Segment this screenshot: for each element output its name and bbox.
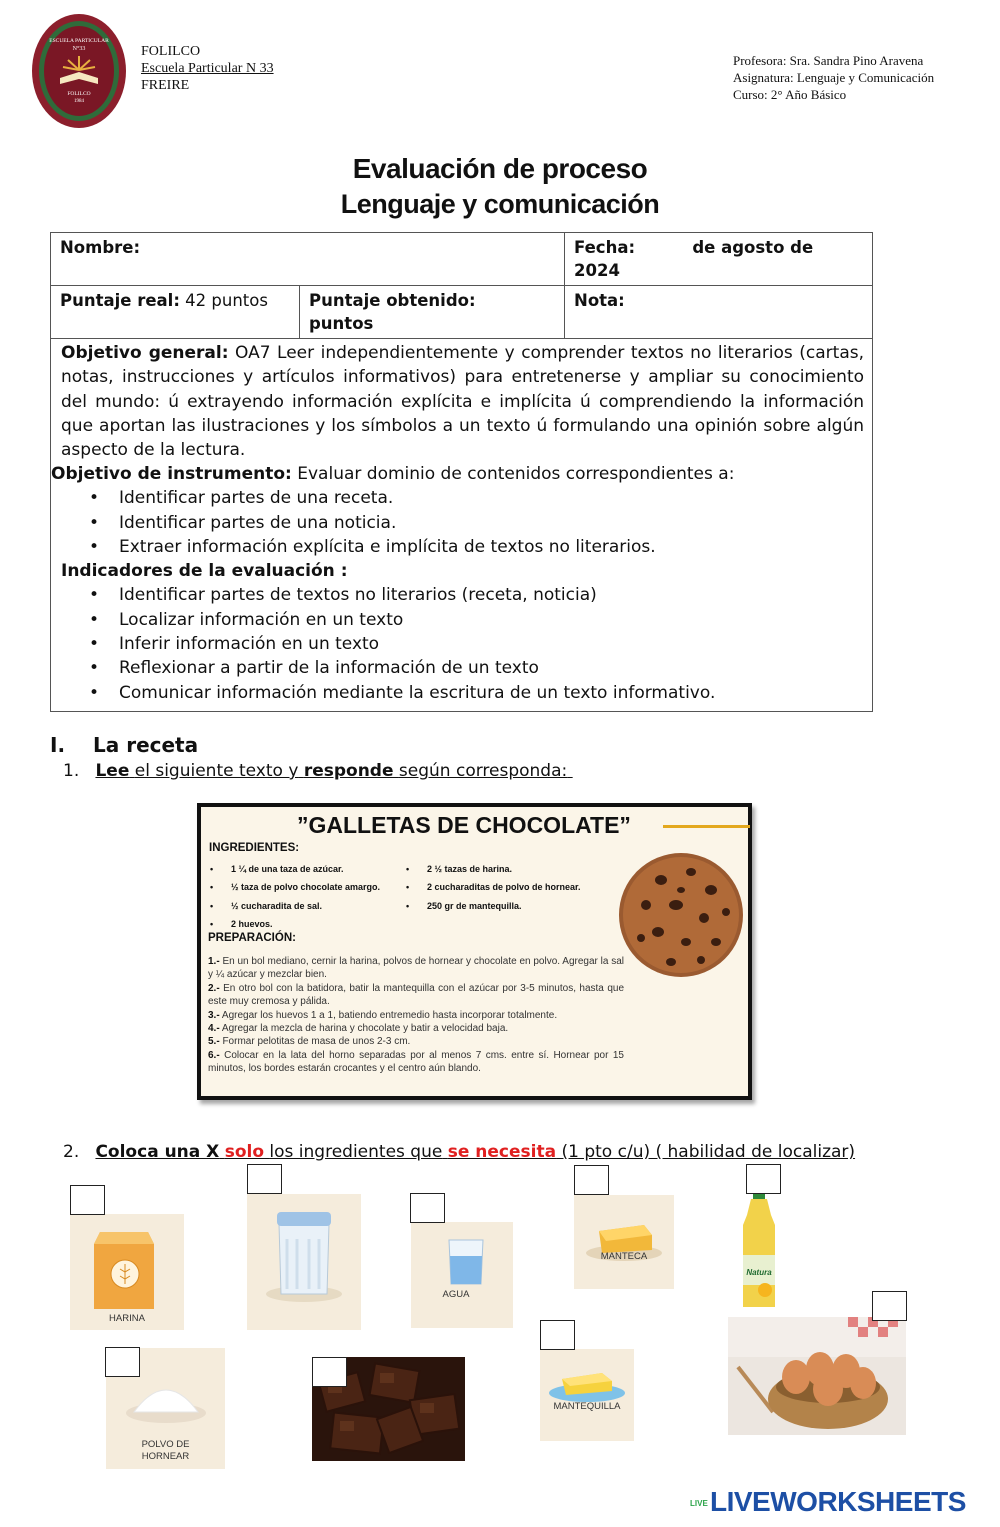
ingredient-item: • 2 ½ tazas de harina. [427,864,512,874]
page-subtitle: Lenguaje y comunicación [340,189,660,219]
step-number: 1.- [208,956,220,967]
image-label [106,1439,225,1463]
school-seal [30,12,128,130]
ingredient-item: • 250 gr de mantequilla. [427,901,522,911]
agua-image [411,1222,513,1328]
label-line: HORNEAR [141,1451,190,1462]
preparation-heading: PREPARACIÓN: [208,932,296,944]
student-info-table [50,232,873,712]
checkbox-aceite[interactable] [746,1164,781,1194]
liveworksheets-logo[interactable] [690,1486,966,1518]
checkbox-huevos[interactable] [872,1291,907,1321]
fecha-cell[interactable] [565,233,873,286]
question-number: 2. [63,1142,80,1162]
manteca-image [574,1195,674,1289]
harina-image [70,1214,184,1330]
step-item [208,955,624,982]
step-item [208,1022,624,1035]
eggs-basket-icon [728,1317,906,1435]
title-underline [663,825,750,828]
q1-end: según corresponda: [398,761,568,781]
image-label: MANTEQUILLA [553,1401,621,1412]
puntaje-real-label: Puntaje real: [60,291,180,310]
step-number: 5.- [208,1036,220,1048]
school-number: Escuela Particular N 33 [141,61,274,76]
puntaje-real-cell [51,286,300,339]
seal-top-text: ESCUELA PARTICULAR [49,38,109,44]
list-item: • Comunicar información mediante la escritura de un texto informativo. [89,681,864,705]
course-name: Curso: 2° Año Básico [733,87,847,102]
indicadores-label: Indicadores de la evaluación : [61,561,348,582]
step-item [208,982,624,1009]
brand-text: LIVEWORKSHEETS [710,1486,966,1517]
step-number: 3.- [208,1009,220,1021]
question-number: 1. [63,761,80,781]
school-info [141,43,274,94]
course-info [733,52,934,103]
puntaje-obtenido-value: puntos [309,314,374,333]
list-item: • Identificar partes de una receta. [89,486,864,510]
teacher-name: Profesora: Sra. Sandra Pino Aravena [733,53,924,68]
cookie-icon [616,850,746,980]
water-glass-icon [411,1222,513,1328]
objetivo-list [51,486,864,559]
step-item [208,1035,624,1048]
checkbox-mantequilla[interactable] [540,1320,575,1350]
question-1 [63,761,573,781]
brand-mini: LIVE [690,1498,708,1508]
q2-coloca: Coloca una X [95,1142,220,1162]
checkbox-harina[interactable] [70,1185,105,1215]
step-text: En un bol mediano, cernir la harina, polvos de hornear y chocolate en polvo. Agregar la sal y ¼ azúcar y mezclar bien. [208,956,625,981]
section-numeral: I. [50,733,66,757]
seal-year: 1984 [74,99,84,104]
objetivo-instrumento-text: Evaluar dominio de contenidos correspondientes a: [297,464,735,485]
step-text: Formar pelotitas de masa de unos 2-3 cm. [222,1036,411,1048]
nota-cell[interactable] [565,286,873,339]
step-text: Colocar en la lata del horno separadas por al menos 7 cms. entre sí. Hornear por 15 minutos, los bordes estarán crocantes y el centro aún blando. [208,1049,624,1075]
checkbox-sal[interactable] [247,1164,282,1194]
list-item: • Identificar partes de textos no literarios (receta, noticia) [89,583,864,607]
objetivo-general-text: OA7 Leer independientemente y comprender textos no literarios (cartas, notas, instrucciones y artículos informativos) para entretenerse y ampliar su conocimiento del mundo: ú extrayendo información explícita e implícita ú comprendiendo la información que aportan las ilustraciones y los símbolos a un texto ú formulando una opinión sobre algún aspecto de la lectura. [61,343,865,461]
step-number: 2.- [208,982,220,994]
recipe-card [197,803,752,1100]
checkbox-agua[interactable] [410,1193,445,1223]
step-number: 6.- [208,1049,220,1061]
step-item [208,1009,624,1022]
objetivo-general-label: Objetivo general: [61,343,229,363]
ingredient-item: • ½ taza de polvo chocolate amargo. [231,882,380,892]
preparation-steps [208,955,624,1076]
puntaje-obtenido-cell[interactable] [300,286,565,339]
objetivo-instrumento [51,462,864,486]
q2-mid: los ingredientes que [269,1142,443,1162]
checkbox-polvo-hornear[interactable] [105,1347,140,1377]
nombre-cell[interactable] [51,233,565,286]
list-item: • Extraer información explícita e implícita de textos no literarios. [89,535,864,559]
fecha-value: de agosto de 2024 [574,238,814,280]
seal-number: N°33 [72,46,86,52]
section-heading [50,733,198,757]
step-number: 4.- [208,1023,220,1035]
step-text: Agregar los huevos 1 a 1, batiendo entremedio hasta incorporar totalmente. [221,1009,558,1021]
ingredient-item: • 2 huevos. [231,919,273,929]
fecha-label: Fecha: [574,238,636,257]
question-2 [63,1142,855,1162]
indicadores-list [51,583,864,704]
puntaje-real-value: 42 puntos [185,291,268,310]
q1-lee: Lee [95,761,130,781]
checkbox-manteca[interactable] [574,1165,609,1195]
list-item: • Identificar partes de una noticia. [89,511,864,535]
school-name: FOLILCO [141,44,201,59]
objetivo-instrumento-label: Objetivo de instrumento: [51,464,292,485]
objetivo-general [51,341,864,462]
lard-icon [574,1195,674,1289]
ingredients-heading: INGREDIENTES: [209,842,300,854]
puntaje-obtenido-label: Puntaje obtenido: [309,291,476,310]
aceite-image [737,1185,781,1312]
list-item: • Localizar información en un texto [89,608,864,632]
ingredient-item: • 1 ¼ de una taza de azúcar. [231,864,344,874]
q1-mid: el siguiente texto y [134,761,299,781]
sal-image [247,1194,361,1330]
list-item: • Inferir información en un texto [89,632,864,656]
label-line: POLVO DE [141,1439,190,1450]
objectives-cell [51,339,873,712]
q2-end: (1 pto c/u) ( habilidad de localizar) [561,1142,856,1162]
indicadores-heading [51,559,864,583]
oil-brand: Natura [746,1268,772,1277]
school-city: FREIRE [141,78,190,93]
q2-solo: solo [224,1142,265,1162]
section-title: La receta [93,733,199,757]
butter-icon [540,1349,634,1441]
q1-responde: responde [303,761,394,781]
oil-bottle-icon [737,1185,781,1312]
image-label: AGUA [442,1289,470,1300]
step-text: Agregar la mezcla de harina y chocolate y batir a velocidad baja. [221,1023,509,1035]
q2-se-necesita: se necesita [447,1142,557,1162]
checkbox-chocolate[interactable] [312,1357,347,1387]
image-label: HARINA [109,1313,145,1324]
step-text: En otro bol con la batidora, batir la mantequilla con el azúcar por 3-5 minutos, hasta que este muy cremosa y pálida. [208,982,625,1008]
recipe-title: ”GALLETAS DE CHOCOLATE” [297,812,631,838]
huevos-image [728,1317,906,1435]
salt-shaker-icon [247,1194,361,1330]
mantequilla-image [540,1349,634,1441]
page-title: Evaluación de proceso [352,153,648,184]
ingredient-item: • ½ cucharadita de sal. [231,901,322,911]
subject-name: Asignatura: Lenguaje y Comunicación [733,70,935,85]
step-item [208,1049,624,1076]
nombre-label: Nombre: [60,238,141,257]
image-label: MANTECA [600,1251,648,1262]
ingredient-item: • 2 cucharaditas de polvo de hornear. [427,882,581,892]
seal-bottom-text: FOLILCO [67,91,91,97]
list-item: • Reflexionar a partir de la información de un texto [89,656,864,680]
nota-label: Nota: [574,291,625,310]
